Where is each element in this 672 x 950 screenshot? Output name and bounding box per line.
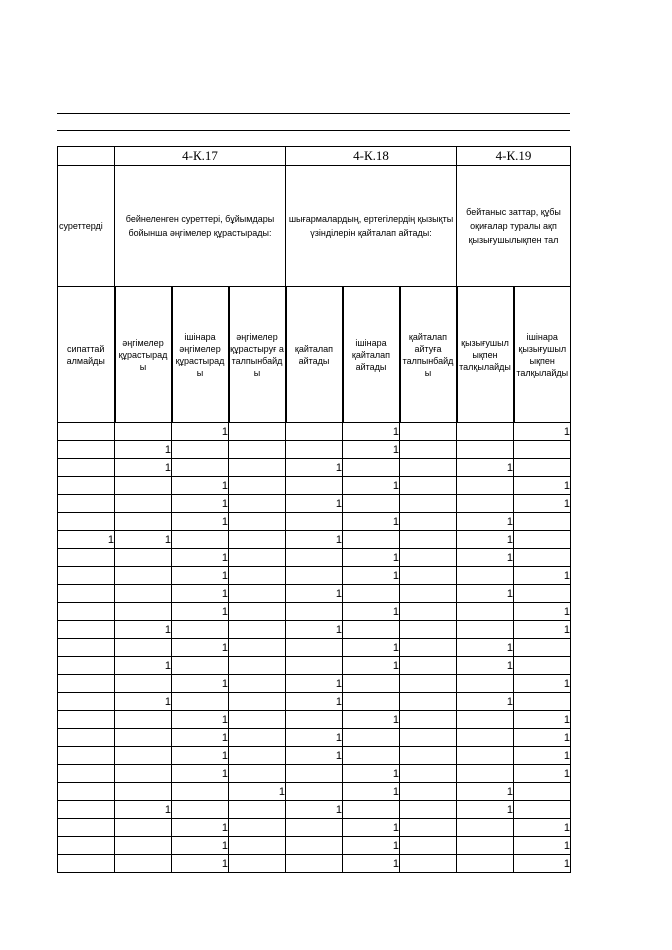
table-cell [115,477,172,495]
table-cell [400,819,457,837]
table-cell [400,441,457,459]
table-row [58,459,571,477]
table-cell [229,729,286,747]
table-cell [400,423,457,441]
table-cell [286,639,343,657]
table-row [58,495,571,513]
table-cell: 1 [286,675,343,693]
table-cell [400,693,457,711]
table-cell: 1 [172,477,229,495]
table-cell [343,801,400,819]
subheader: қайталап айтуға талпынбайд ы [400,287,457,423]
table-cell: 1 [172,549,229,567]
code-cell-empty [58,147,115,166]
table-cell [58,477,115,495]
table-cell: 1 [514,423,571,441]
table-cell: 1 [514,765,571,783]
description-4-k19 [457,166,571,287]
table-cell [58,495,115,513]
table-cell [514,513,571,531]
table-cell: 1 [286,459,343,477]
table-cell: 1 [229,783,286,801]
code-4-k19: 4-К.19 [457,147,571,166]
table-cell [514,657,571,675]
table-cell [286,477,343,495]
table-cell [115,819,172,837]
table-cell [400,531,457,549]
table-row [58,855,571,873]
table-cell: 1 [343,837,400,855]
table-cell [400,675,457,693]
table-cell [115,495,172,513]
table-cell [457,423,514,441]
table-cell [400,513,457,531]
table-cell: 1 [286,621,343,639]
table-cell [229,459,286,477]
table-row [58,477,571,495]
table-cell: 1 [343,549,400,567]
table-cell [58,729,115,747]
table-cell [115,567,172,585]
table-cell [172,459,229,477]
table-row [58,441,571,459]
table-cell: 1 [115,657,172,675]
table-cell: 1 [172,729,229,747]
table-cell [400,837,457,855]
table-cell [457,729,514,747]
table-cell [400,459,457,477]
subheader: қызығушыл ықпен талқылайды [457,287,514,423]
table-cell [514,549,571,567]
table-cell [58,747,115,765]
table-cell [457,675,514,693]
top-rule [57,113,570,114]
description-4-k19-line3: қызығушылықпен тал [468,235,559,245]
table-cell [58,603,115,621]
table-cell [58,765,115,783]
table-cell [400,639,457,657]
table-cell: 1 [286,585,343,603]
table-cell [58,657,115,675]
table-cell: 1 [457,585,514,603]
table-cell [286,837,343,855]
table-cell: 1 [457,693,514,711]
table-row [58,747,571,765]
table-cell [115,423,172,441]
table-row [58,837,571,855]
table-row [58,621,571,639]
description-4-k18: шығармалардың, ертегілердің қызықты үзінділерін қайталап айтады: [286,166,457,287]
assessment-table [57,146,571,873]
table-cell: 1 [286,531,343,549]
table-cell [58,549,115,567]
table-cell: 1 [115,693,172,711]
table-row [58,603,571,621]
table-cell: 1 [172,855,229,873]
table-cell [457,495,514,513]
table-cell: 1 [286,495,343,513]
table-cell [115,711,172,729]
table-cell [514,585,571,603]
table-cell: 1 [172,585,229,603]
table-cell [400,495,457,513]
code-row [58,147,571,166]
table-row [58,765,571,783]
table-cell: 1 [172,711,229,729]
table-cell [457,621,514,639]
table-cell [172,441,229,459]
table-cell [229,837,286,855]
table-cell: 1 [286,801,343,819]
table-cell [229,549,286,567]
subheader: қайталап айтады [286,287,343,423]
table-cell [172,783,229,801]
table-cell [343,495,400,513]
description-4-k19-line2: оқиғалар туралы ақп [470,221,557,231]
table-cell [343,531,400,549]
table-cell [115,747,172,765]
table-cell: 1 [343,603,400,621]
table-cell: 1 [457,639,514,657]
table-cell [115,729,172,747]
table-cell [400,801,457,819]
code-4-k18: 4-К.18 [286,147,457,166]
table-cell [229,657,286,675]
table-cell: 1 [115,441,172,459]
table-body [58,423,571,873]
table-cell: 1 [172,567,229,585]
table-row [58,729,571,747]
table-cell: 1 [343,567,400,585]
table-cell [115,549,172,567]
table-cell [172,657,229,675]
table-cell: 1 [172,423,229,441]
table-cell [286,855,343,873]
table-cell: 1 [115,531,172,549]
table-cell: 1 [514,477,571,495]
description-4-k17: бейнеленген суреттері, бұйымдары бойынша әңгімелер құрастырады: [115,166,286,287]
table-cell [400,711,457,729]
table-cell [343,693,400,711]
table-cell: 1 [58,531,115,549]
table-cell [400,621,457,639]
table-cell: 1 [343,423,400,441]
table-cell [58,423,115,441]
table-cell [400,585,457,603]
table-cell [58,801,115,819]
table-cell [58,837,115,855]
table-row [58,513,571,531]
table-cell: 1 [457,531,514,549]
description-row [58,166,571,287]
table-cell [229,477,286,495]
table-row [58,711,571,729]
subheader: әңгімелер құрастыруғ а талпынбайд ы [229,287,286,423]
table-cell [229,765,286,783]
table-cell [286,513,343,531]
table-cell [172,621,229,639]
table-cell: 1 [172,513,229,531]
table-cell: 1 [514,747,571,765]
table-cell [457,765,514,783]
table-cell [286,711,343,729]
table-cell [58,711,115,729]
table-cell [115,783,172,801]
table-row [58,639,571,657]
prev-description: суреттерді [58,166,115,287]
table-cell: 1 [343,477,400,495]
table-cell [115,675,172,693]
table-cell: 1 [457,549,514,567]
table-cell [115,837,172,855]
prev-subheader: сипаттай алмайды [58,287,115,423]
table-cell [58,621,115,639]
table-row [58,423,571,441]
table-cell [400,855,457,873]
table-cell [229,621,286,639]
subheader: әңгімелер құрастырад ы [115,287,172,423]
table-cell: 1 [514,837,571,855]
table-cell [115,639,172,657]
table-cell [58,459,115,477]
table-row [58,783,571,801]
table-cell [514,441,571,459]
table-cell [229,747,286,765]
table-cell: 1 [514,675,571,693]
table-cell [229,675,286,693]
table-cell [400,567,457,585]
table-cell: 1 [343,711,400,729]
table-cell: 1 [172,837,229,855]
table-cell [115,585,172,603]
table-row [58,531,571,549]
table-cell [457,819,514,837]
subheader: ішінара қызығушыл ықпен талқылайды [514,287,571,423]
table-row [58,657,571,675]
table-cell [400,783,457,801]
table-cell [343,747,400,765]
table-cell [457,837,514,855]
table-cell [229,531,286,549]
table-cell [343,729,400,747]
table-cell: 1 [457,459,514,477]
table-cell [229,711,286,729]
table-cell: 1 [514,567,571,585]
table-cell [58,693,115,711]
table-cell [229,693,286,711]
table-cell: 1 [514,855,571,873]
table-cell [229,513,286,531]
table-cell: 1 [172,675,229,693]
table-cell [457,567,514,585]
table-cell [58,513,115,531]
table-cell [58,675,115,693]
table-cell [457,855,514,873]
table-cell [286,657,343,675]
table-cell: 1 [514,711,571,729]
table-cell [58,783,115,801]
table-cell [514,693,571,711]
table-cell [286,567,343,585]
table-cell [115,513,172,531]
table-cell [115,603,172,621]
table-cell [514,531,571,549]
table-cell [229,585,286,603]
table-cell: 1 [343,855,400,873]
table-cell [229,567,286,585]
table-row [58,585,571,603]
table-cell [286,765,343,783]
table-cell [58,567,115,585]
table-cell: 1 [514,729,571,747]
table-cell: 1 [172,639,229,657]
table-cell [58,639,115,657]
table-cell [343,621,400,639]
table-cell: 1 [457,513,514,531]
table-cell [286,549,343,567]
table-cell [343,675,400,693]
table-cell [229,603,286,621]
table-cell: 1 [457,657,514,675]
table-cell: 1 [286,729,343,747]
table-cell: 1 [343,765,400,783]
table-cell [457,711,514,729]
table-cell: 1 [172,765,229,783]
table-cell [457,603,514,621]
table-cell [286,783,343,801]
table-cell [229,495,286,513]
code-4-k17: 4-К.17 [115,147,286,166]
table-row [58,693,571,711]
table-cell: 1 [343,819,400,837]
table-cell [229,639,286,657]
table-cell [400,477,457,495]
table-cell [229,819,286,837]
table-cell [343,585,400,603]
description-4-k19-line1: бейтаныс заттар, құбы [466,207,561,217]
table-cell [229,801,286,819]
table-cell [115,855,172,873]
table-cell: 1 [343,657,400,675]
table-cell: 1 [115,621,172,639]
subheader: ішінара қайталап айтады [343,287,400,423]
table-cell [286,441,343,459]
table-row [58,801,571,819]
table-cell: 1 [343,639,400,657]
table-cell: 1 [514,495,571,513]
table-cell [400,549,457,567]
table-cell: 1 [172,495,229,513]
table-cell [400,657,457,675]
table-cell: 1 [514,603,571,621]
table-cell [514,639,571,657]
table-cell [400,747,457,765]
table-cell [343,459,400,477]
subheader-row [58,287,571,423]
table-cell: 1 [286,747,343,765]
table-cell [172,693,229,711]
table-cell [514,459,571,477]
second-rule [57,130,570,131]
table-cell [457,477,514,495]
table-cell: 1 [343,783,400,801]
table-cell [400,765,457,783]
table-row [58,819,571,837]
table-cell [58,855,115,873]
table-cell [286,819,343,837]
table-cell [172,531,229,549]
table-cell [58,441,115,459]
table-cell [58,585,115,603]
table-cell: 1 [514,819,571,837]
table-cell [229,423,286,441]
table-cell: 1 [115,801,172,819]
table-cell: 1 [115,459,172,477]
table-cell [457,747,514,765]
subheader: ішінара әңгімелер құрастырад ы [172,287,229,423]
table-cell [172,801,229,819]
table-row [58,549,571,567]
table-row [58,675,571,693]
table-cell [400,729,457,747]
table-cell: 1 [172,819,229,837]
table-cell [115,765,172,783]
table-cell [514,801,571,819]
table-cell: 1 [457,801,514,819]
table-cell [229,855,286,873]
table-cell [514,783,571,801]
table-cell [229,441,286,459]
table-row [58,567,571,585]
table-cell [400,603,457,621]
table-cell: 1 [286,693,343,711]
table-cell: 1 [172,747,229,765]
table-cell: 1 [514,621,571,639]
table-cell: 1 [457,783,514,801]
table-cell [58,819,115,837]
table-cell [457,441,514,459]
table-cell [286,603,343,621]
table-cell: 1 [343,441,400,459]
table-cell: 1 [343,513,400,531]
table-cell [286,423,343,441]
table-cell: 1 [172,603,229,621]
